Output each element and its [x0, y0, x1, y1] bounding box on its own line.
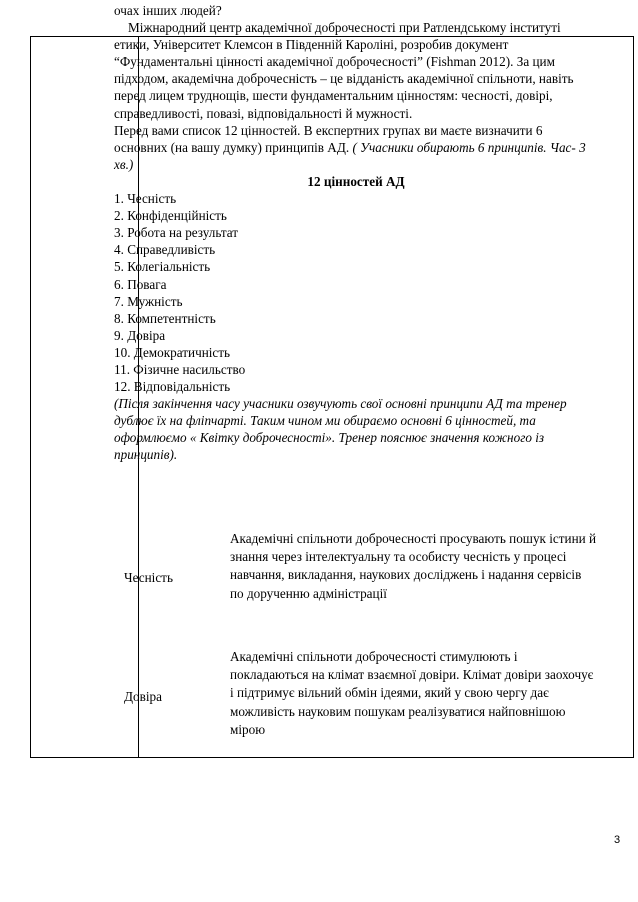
table-row: [114, 524, 598, 632]
list-item: 1. Чесність: [114, 191, 177, 207]
list-item: 12. Відповідальність: [114, 379, 231, 395]
paragraph-trainer-note: (Після закінчення часу учасники озвучують свої основні принципи АД та тренер дублює їх на фліпчарті. Таким чином ми обираємо основні 6 цінностей, та оформлюємо « Квітку доброчесності». Тренер пояснює значення кожного із принципів).: [114, 396, 567, 463]
principles-table: [114, 524, 598, 752]
principle-name: Довіра: [124, 689, 162, 704]
principle-description: Академічні спільноти доброчесності просувають пошук істини й знання через інтелектуальну та особисту чесність у процесі навчання, викладання, наукових досліджень і надання сервісів по дорученню адміністрації: [230, 531, 597, 601]
list-item: 5. Колегіальність: [114, 259, 211, 275]
list-item: 10. Демократичність: [114, 344, 231, 360]
paragraph-task: [114, 122, 598, 173]
paragraph-center-description: Міжнародний центр академічної доброчесності при Ратлендському інституті етики, Університет Клемсон в Південній Кароліні, розробив документ “Фундаментальні цінності академічної доброчесності” (Fishman 2012). За цим підходом, академічна доброчесність – це відданість академічної спільноти, навіть перед лицем труднощів, шести фундаментальним цінностям: чесності, довірі, справедливості, повазі, відповідальності й мужності.: [114, 20, 574, 121]
lesson-content: [114, 2, 598, 464]
table-row: [114, 642, 598, 752]
list-item: 6. Повага: [114, 276, 167, 292]
list-item: 9. Довіра: [114, 327, 166, 343]
values-list: [114, 190, 598, 395]
task-note: ( Учасники обирають 6 принципів. Час- 3 хв.): [114, 139, 586, 172]
paragraph-intro-end: очах інших людей?: [114, 3, 222, 18]
list-item: 7. Мужність: [114, 293, 183, 309]
task-text: Перед вами список 12 цінностей. В експертних групах ви маєте визначити 6 основних (на вашу думку) принципів АД.: [114, 122, 543, 155]
principle-description: Академічні спільноти доброчесності стимулюють і покладаються на клімат взаємної довіри. Клімат довіри заохочує і підтримує вільний обмін ідеями, який у свою чергу дає можливість науковим пошукам реалізуватися найповнішою мірою: [230, 649, 594, 737]
values-list-title: 12 цінностей АД: [307, 173, 405, 189]
list-item: 8. Компетентність: [114, 310, 216, 326]
list-item: 3. Робота на результат: [114, 225, 239, 241]
principle-name: Чесність: [124, 570, 173, 585]
list-item: 2. Конфіденційність: [114, 208, 227, 224]
list-item: 11. Фізичне насильство: [114, 361, 246, 377]
page-number: 3: [614, 834, 621, 846]
list-item: 4. Справедливість: [114, 242, 216, 258]
